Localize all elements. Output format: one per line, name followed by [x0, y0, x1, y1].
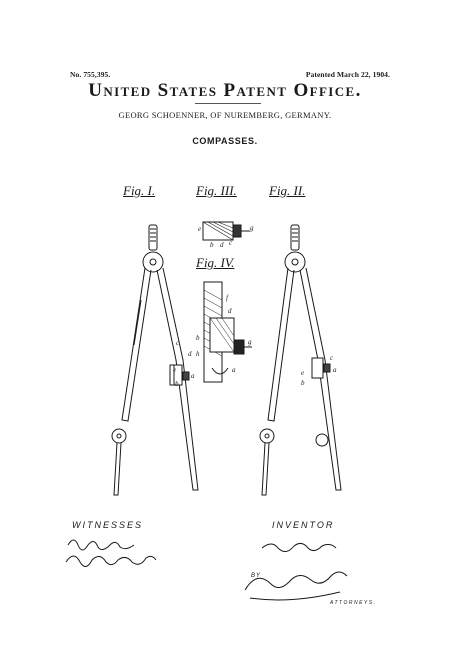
label-e: e — [198, 225, 202, 233]
label-d: d — [188, 350, 192, 358]
label-c: c — [229, 239, 233, 247]
label-b: b — [301, 379, 305, 387]
figure-2-label: Fig. II. — [269, 183, 306, 198]
attorneys-heading: ATTORNEYS. — [330, 600, 377, 606]
label-e: e — [173, 366, 177, 374]
label-h: h — [196, 350, 200, 358]
label-a: a — [333, 366, 337, 374]
patent-subject: COMPASSES. — [192, 136, 258, 146]
label-b: b — [175, 380, 179, 388]
label-b: b — [196, 334, 200, 342]
label-a: a — [232, 366, 236, 374]
figure-4-label: Fig. IV. — [196, 255, 235, 270]
patent-number: No. 755,395. — [70, 70, 111, 79]
figure-1-label: Fig. I. — [123, 183, 156, 198]
witnesses-heading: WITNESSES — [72, 520, 144, 530]
office-title: United States Patent Office. — [88, 80, 362, 101]
label-d: d — [228, 307, 232, 315]
inventor-heading: INVENTOR — [272, 520, 335, 530]
label-f: f — [226, 294, 228, 302]
detail-fig-4 — [204, 282, 252, 382]
detail-fig-3 — [203, 222, 250, 240]
figure-3-label: Fig. III. — [196, 183, 237, 198]
patent-date: Patented March 22, 1904. — [305, 70, 390, 79]
inventor-line: GEORG SCHOENNER, OF NUREMBERG, GERMANY. — [118, 110, 332, 120]
label-c: c — [176, 339, 180, 347]
signature-flourishes — [66, 540, 347, 600]
label-g: g — [248, 338, 252, 346]
label-a: a — [191, 372, 195, 380]
by-label: BY — [251, 573, 262, 579]
label-b: b — [210, 241, 214, 249]
label-e: e — [301, 369, 305, 377]
label-d: d — [220, 241, 224, 249]
label-c: c — [330, 354, 334, 362]
label-g: g — [250, 224, 254, 232]
compass-fig-2 — [260, 225, 341, 495]
compass-fig-1 — [112, 225, 198, 495]
